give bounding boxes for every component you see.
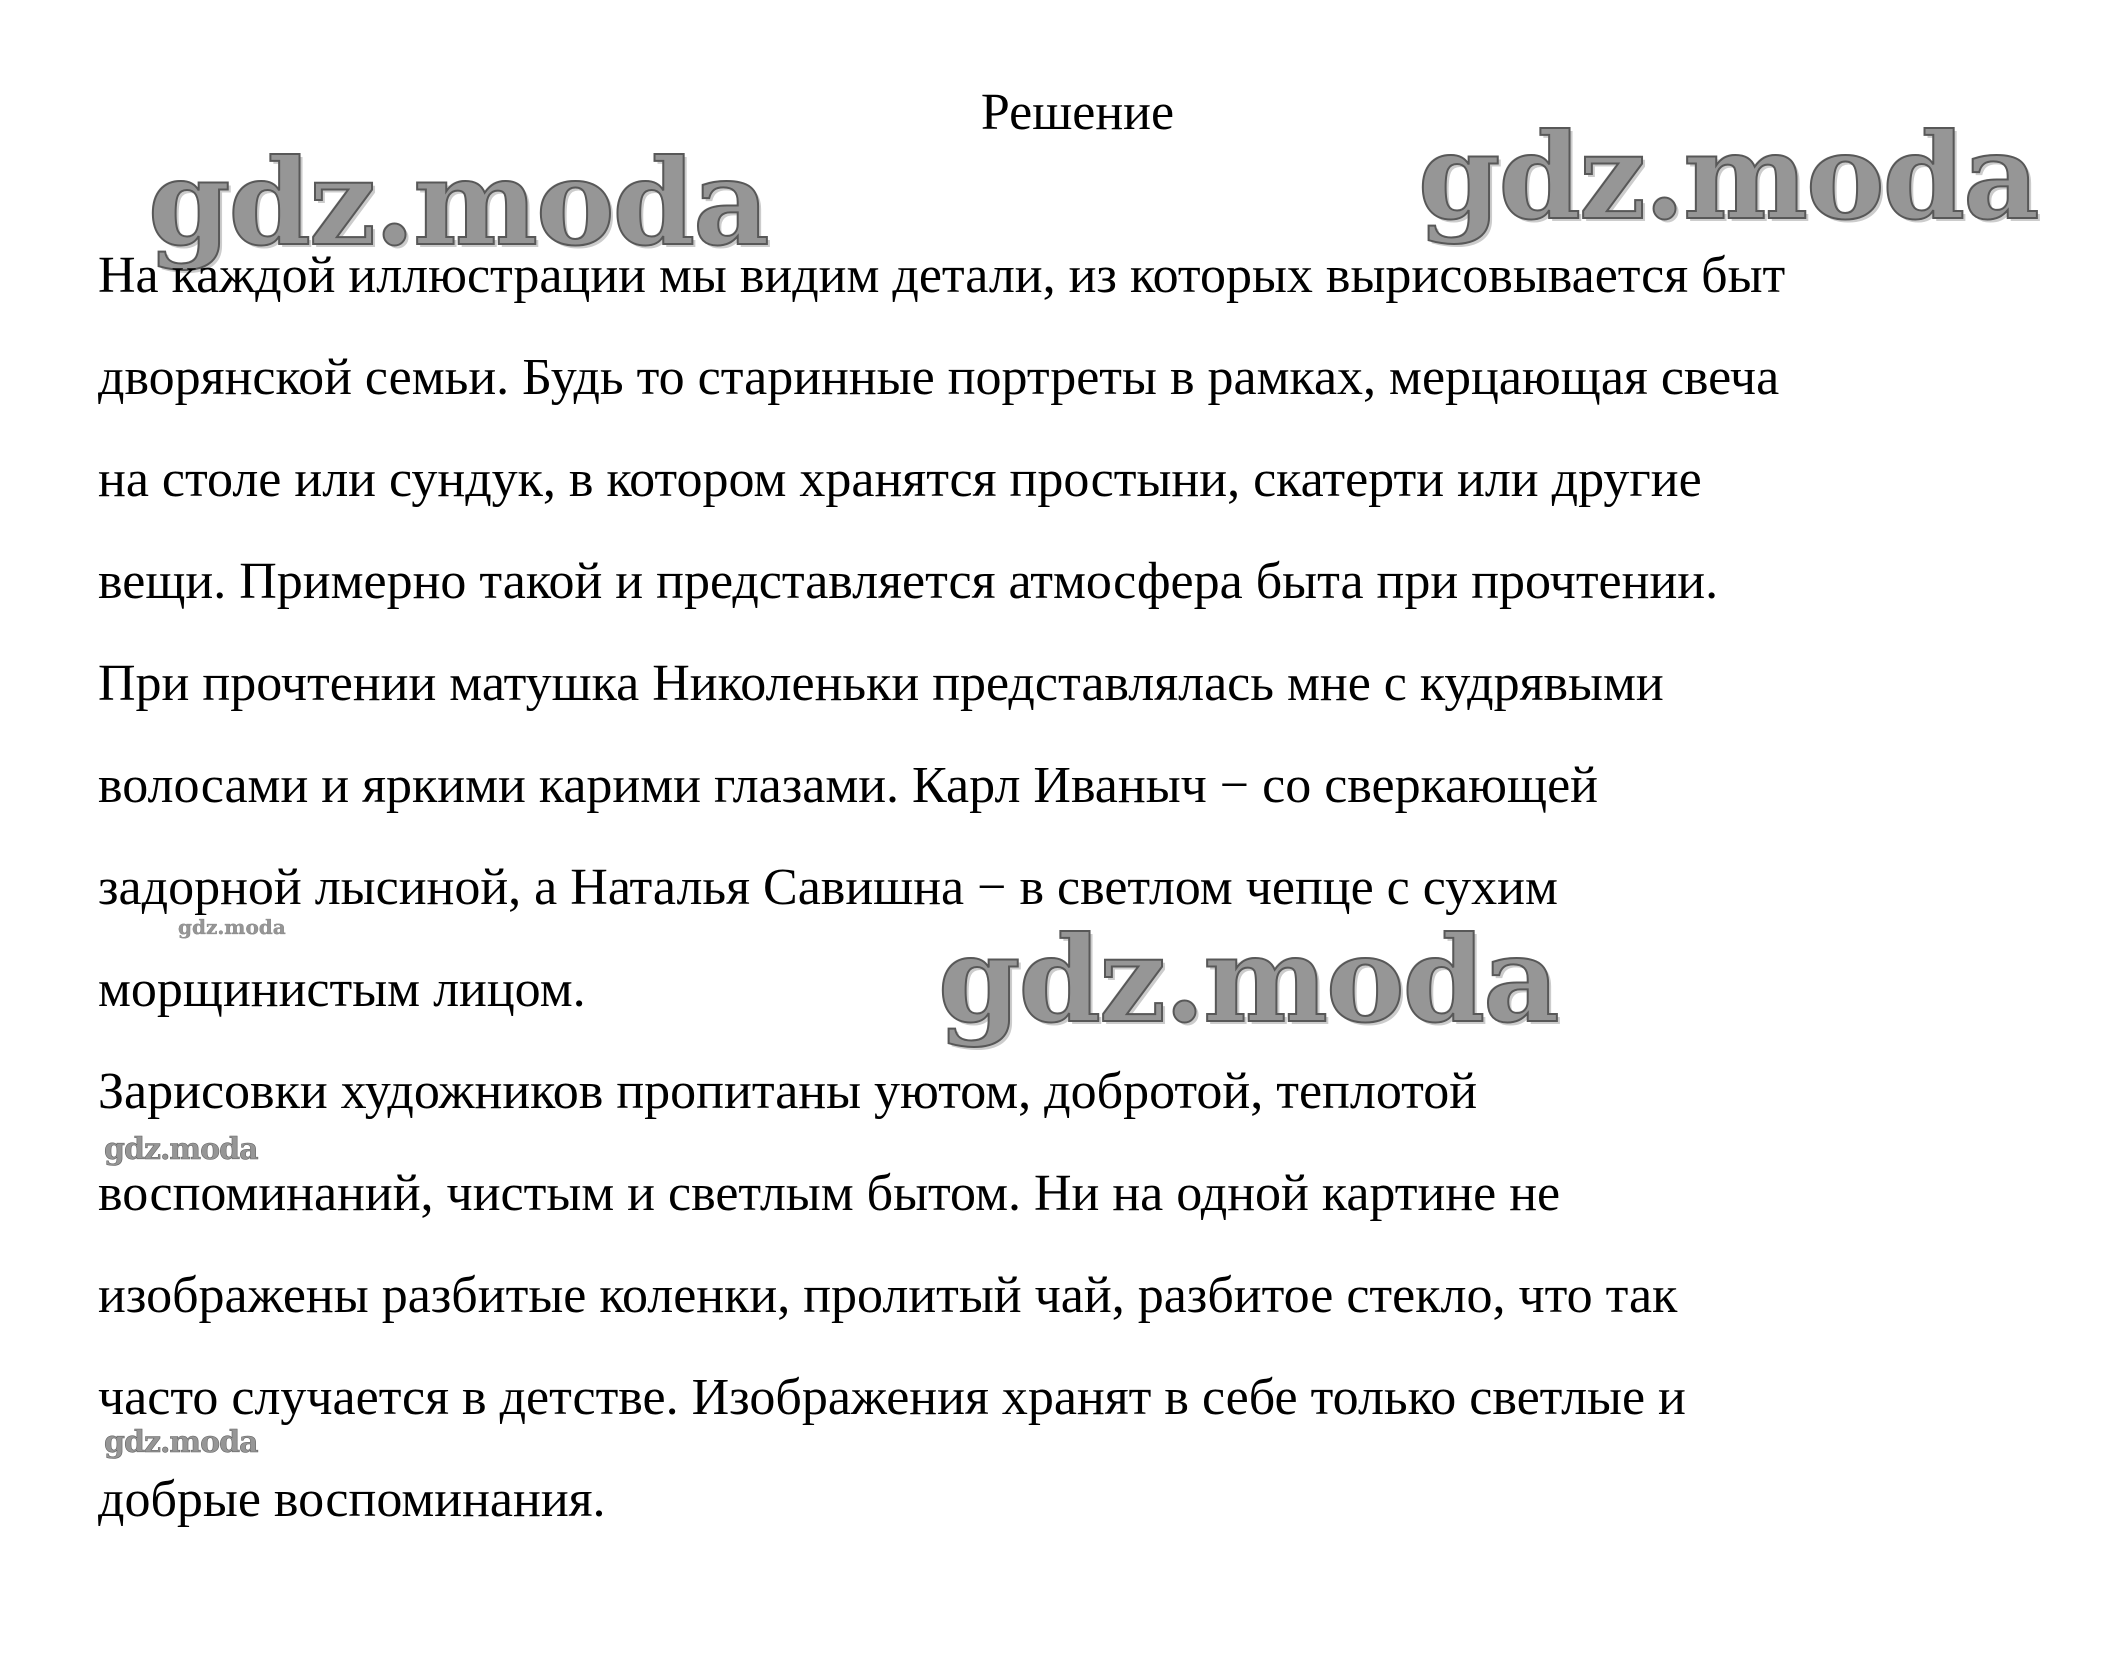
text-line: воспоминаний, чистым и светлым бытом. Ни на одной картине не: [98, 1165, 1561, 1222]
text-line: При прочтении матушка Николеньки представлялась мне с кудрявыми: [98, 655, 1664, 712]
watermark-logo: gdz.moda: [1418, 107, 2038, 246]
text-line: волосами и яркими карими глазами. Карл Иваныч − со сверкающей: [98, 757, 1598, 814]
text-line: изображены разбитые коленки, пролитый чай, разбитое стекло, что так: [98, 1267, 1678, 1324]
text-line: вещи. Примерно такой и представляется атмосфера быта при прочтении.: [98, 553, 1719, 610]
watermark-logo: gdz.moda: [148, 133, 768, 272]
text-line: Зарисовки художников пропитаны уютом, добротой, теплотой: [98, 1063, 1478, 1120]
text-line: задорной лысиной, а Наталья Савишна − в светлом чепце с сухим: [98, 859, 1558, 916]
watermark-logo: gdz.moda: [178, 915, 286, 939]
text-line: морщинистым лицом.: [98, 961, 586, 1018]
text-line: на столе или сундук, в котором хранятся простыни, скатерти или другие: [98, 451, 1702, 508]
watermark-logo: gdz.moda: [104, 1425, 258, 1460]
text-line: дворянской семьи. Будь то старинные портреты в рамках, мерцающая свеча: [98, 349, 1780, 406]
page-heading: Решение: [980, 84, 1175, 141]
text-line: добрые воспоминания.: [98, 1471, 606, 1528]
text-line: часто случается в детстве. Изображения хранят в себе только светлые и: [98, 1369, 1686, 1426]
text-line: На каждой иллюстрации мы видим детали, из которых вырисовывается быт: [98, 247, 1786, 304]
watermark-logo: gdz.moda: [104, 1132, 258, 1167]
watermark-logo: gdz.moda: [938, 910, 1558, 1049]
